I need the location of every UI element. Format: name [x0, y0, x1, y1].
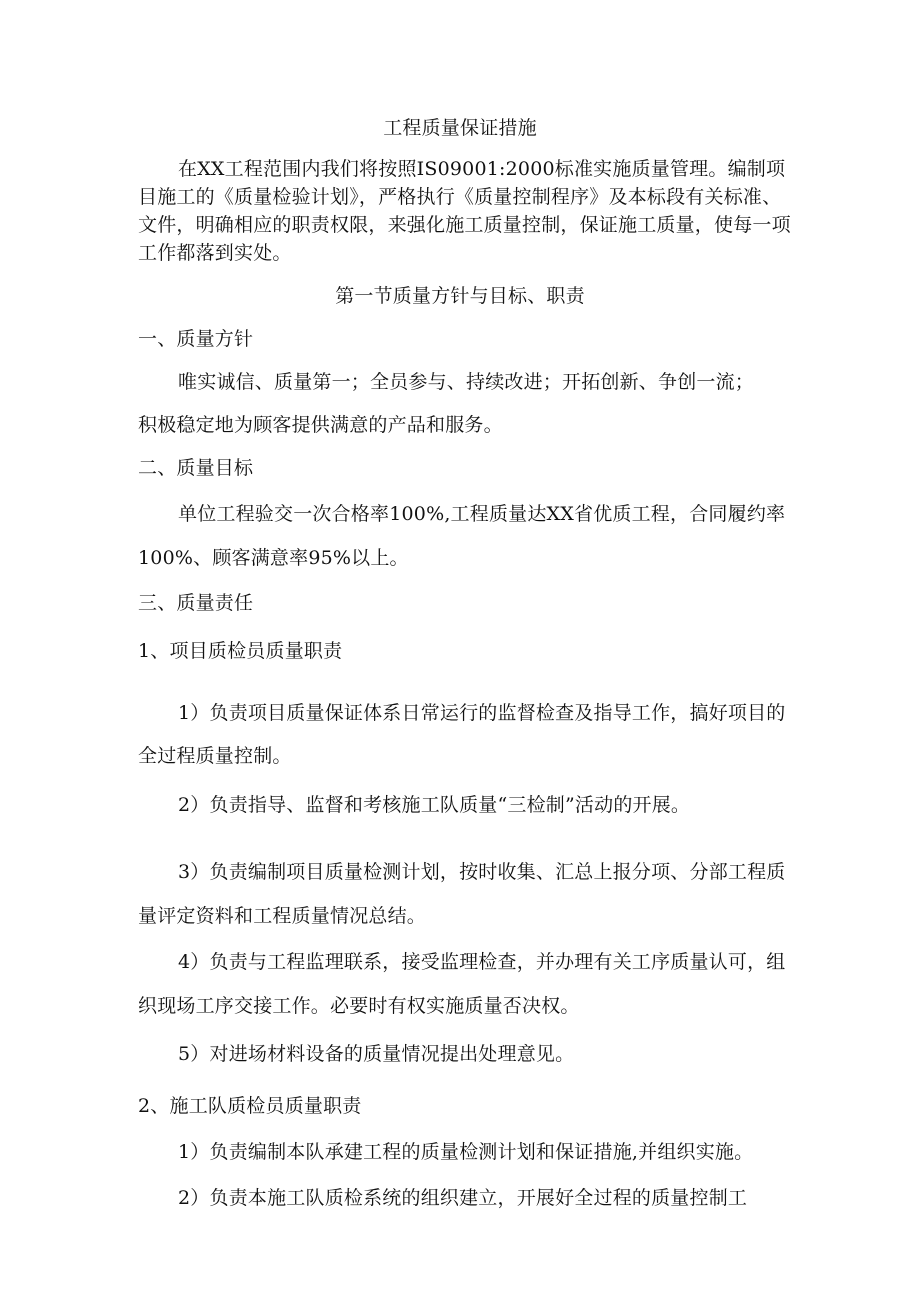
goal-line-1: 单位工程验交一次合格率100%,工程质量达XX省优质工程，合同履约率	[178, 503, 786, 525]
policy-line-1: 唯实诚信、质量第一；全员参与、持续改进；开拓创新、争创一流；	[178, 371, 755, 393]
sub1-item-4-line-2: 织现场工序交接工作。必要时有权实施质量否决权。	[138, 995, 580, 1017]
sub1-item-1-line-1: 1）负责项目质量保证体系日常运行的监督检查及指导工作，搞好项目的	[178, 702, 786, 724]
sub1-item-3-line-2: 量评定资料和工程质量情况总结。	[138, 905, 427, 927]
sub2-item-2-line-1: 2）负责本施工队质检系统的组织建立，开展好全过程的质量控制工	[178, 1187, 748, 1209]
responsibility-heading: 三、质量责任	[138, 592, 254, 614]
sub1-heading: 1、项目质检员质量职责	[138, 640, 343, 662]
sub1-item-3-line-1: 3）负责编制项目质量检测计划，按时收集、汇总上报分项、分部工程质	[178, 861, 786, 883]
section-title: 第一节质量方针与目标、职责	[335, 285, 585, 307]
policy-line-2: 积极稳定地为顾客提供满意的产品和服务。	[138, 414, 503, 436]
sub1-item-1-line-2: 全过程质量控制。	[138, 745, 292, 767]
sub2-heading: 2、施工队质检员质量职责	[138, 1095, 362, 1117]
sub1-item-2-line-1: 2）负责指导、监督和考核施工队质量“三检制”活动的开展。	[178, 794, 691, 816]
intro-line-2: 目施工的《质量检验计划》，严格执行《质量控制程序》及本标段有关标准、	[138, 186, 782, 208]
intro-line-1: 在XX工程范围内我们将按照IS09001:2000标准实施质量管理。编制项	[178, 158, 786, 180]
document-title: 工程质量保证措施	[383, 117, 537, 139]
sub2-item-1-line-1: 1）负责编制本队承建工程的质量检测计划和保证措施,并组织实施。	[178, 1141, 754, 1163]
sub1-item-5-line-1: 5）对进场材料设备的质量情况提出处理意见。	[178, 1043, 575, 1065]
sub1-item-4-line-1: 4）负责与工程监理联系，接受监理检查，并办理有关工序质量认可，组	[178, 951, 786, 973]
goal-heading: 二、质量目标	[138, 457, 254, 479]
goal-line-2: 100%、顾客满意率95%以上。	[138, 547, 409, 569]
policy-heading: 一、质量方针	[138, 328, 254, 350]
intro-line-3: 文件，明确相应的职责权限，来强化施工质量控制，保证施工质量，使每一项	[138, 214, 791, 236]
intro-line-4: 工作都落到实处。	[138, 242, 292, 264]
